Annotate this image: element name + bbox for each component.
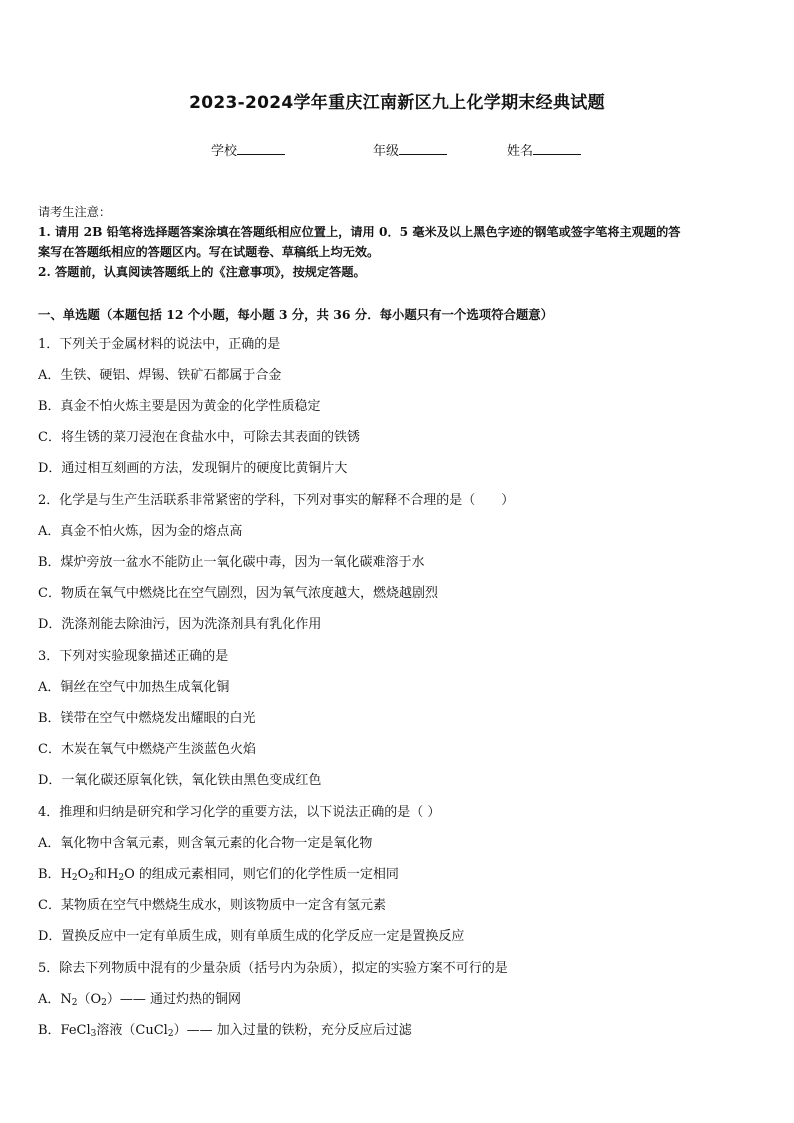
notice-line-1b: 案写在答题纸相应的答题区内。写在试题卷、草稿纸上均无效。 (38, 245, 380, 259)
page-title: 2023-2024学年重庆江南新区九上化学期末经典试题 (189, 93, 605, 113)
option-c[interactable]: C．某物质在空气中燃烧生成水，则该物质中一定含有氢元素 (38, 898, 386, 913)
option-b[interactable]: B．FeCl$_3$溶液（CuCl$_2$）—— 加入过量的铁粉，充分反应后过滤 (38, 1023, 412, 1039)
notice-line-1a: 1. 请用 2B 铅笔将选择题答案涂填在答题纸相应位置上，请用 0．5 毫米及以上黑色字迹的钢笔或签字笔将主观题的答 (38, 225, 681, 239)
name-label: 姓名 (507, 144, 534, 159)
option-c[interactable]: C．木炭在氧气中燃烧产生淡蓝色火焰 (38, 742, 256, 757)
conjunction: 和 (94, 867, 108, 882)
option-d[interactable]: D．置换反应中一定有单质生成，则有单质生成的化学反应一定是置换反应 (38, 929, 465, 944)
grade-field[interactable] (373, 140, 447, 159)
option-d[interactable]: D．一氧化碳还原氧化铁，氧化铁由黑色变成红色 (38, 773, 322, 788)
option-b[interactable] (38, 863, 399, 883)
option-a[interactable]: A．$N_2(O_2)——$ 通过灼热的铜网 (38, 992, 242, 1008)
name-blank[interactable] (533, 142, 581, 155)
option-b[interactable]: B．镁带在空气中燃烧发出耀眼的白光 (38, 711, 256, 726)
option-a[interactable]: A．生铁、硬铝、焊锡、铁矿石都属于合金 (38, 368, 282, 383)
option-c[interactable]: C．物质在氧气中燃烧比在空气剧烈，因为氧气浓度越大，燃烧越剧烈 (38, 586, 438, 601)
grade-blank[interactable] (399, 142, 447, 155)
option-d[interactable]: D．通过相互刻画的方法，发现铜片的硬度比黄铜片大 (38, 461, 348, 476)
option-b[interactable]: B．真金不怕火炼主要是因为黄金的化学性质稳定 (38, 399, 321, 414)
notice-heading: 请考生注意： (38, 205, 112, 219)
option-b[interactable]: B．煤炉旁放一盆水不能防止一氧化碳中毒，因为一氧化碳难溶于水 (38, 555, 425, 570)
grade-label: 年级 (373, 144, 400, 159)
formula-h2o: $H_2O$ 的组成元素相同，则它们的化学性质一定相同 (107, 867, 399, 883)
option-a[interactable]: A．真金不怕火炼，因为金的熔点高 (38, 524, 243, 539)
question-stem: 1．下列关于金属材料的说法中，正确的是 (38, 337, 281, 352)
question-stem: 2．化学是与生产生活联系非常紧密的学科，下列对事实的解释不合理的是（ ） (38, 493, 515, 508)
section-heading: 一、单选题（本题包括 12 个小题，每小题 3 分，共 36 分．每小题只有一个选项符合题意） (38, 307, 554, 322)
option-b-label: B． (38, 867, 61, 882)
question-stem: 5．除去下列物质中混有的少量杂质（括号内为杂质），拟定的实验方案不可行的是 (38, 961, 508, 976)
option-a[interactable]: A．氧化物中含氧元素，则含氧元素的化合物一定是氧化物 (38, 836, 373, 851)
school-field[interactable] (211, 140, 285, 159)
notice-line-2: 2. 答题前，认真阅读答题纸上的《注意事项》，按规定答题。 (38, 265, 366, 279)
name-field[interactable] (507, 140, 581, 159)
option-c[interactable]: C．将生锈的菜刀浸泡在食盐水中，可除去其表面的铁锈 (38, 430, 360, 445)
student-info-row (0, 140, 794, 160)
option-a[interactable]: A．铜丝在空气中加热生成氧化铜 (38, 680, 230, 695)
question-stem: 3．下列对实验现象描述正确的是 (38, 649, 229, 664)
question-stem: 4．推理和归纳是研究和学习化学的重要方法，以下说法正确的是（ ） (38, 805, 441, 820)
option-d[interactable]: D．洗涤剂能去除油污，因为洗涤剂具有乳化作用 (38, 617, 322, 632)
school-blank[interactable] (237, 142, 285, 155)
formula-h2o2: $H_2O_2$ (60, 867, 95, 883)
school-label: 学校 (211, 144, 238, 159)
notice-block (38, 202, 760, 282)
